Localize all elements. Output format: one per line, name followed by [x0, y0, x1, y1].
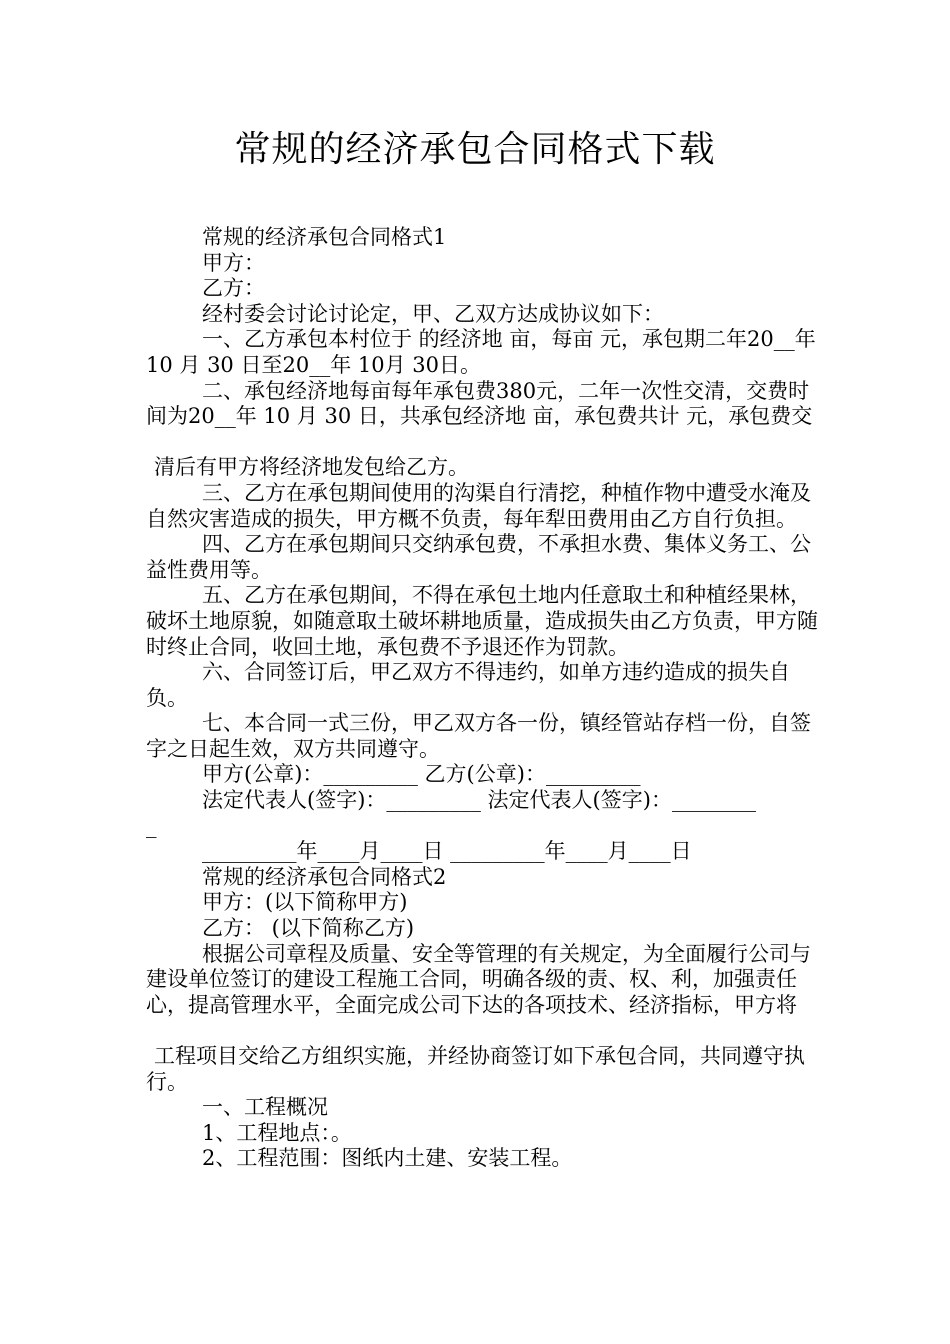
paragraph: 一、乙方承包本村位于 的经济地 亩，每亩 元，承包期二年20__年 10 月 30 日至20__年 10月 30日。	[146, 327, 816, 377]
paragraph-spacer	[146, 430, 826, 456]
paragraph: 甲方：(以下简称甲方)	[202, 890, 408, 915]
paragraph: 常规的经济承包合同格式1	[202, 225, 447, 249]
paragraph: 三、乙方在承包期间使用的沟渠自行清挖，种植作物中遭受水淹及自然灾害造成的损失，甲方概不负责，每年犁田费用由乙方自行负担。	[146, 480, 811, 531]
paragraph: _________年____月____日 _________年____月____日	[202, 839, 692, 864]
paragraph-spacer	[146, 1018, 826, 1044]
paragraph: 六、合同签订后，甲乙双方不得违约，如单方违约造成的损失自负。	[146, 660, 790, 710]
paragraph: 根据公司章程及质量、安全等管理的有关规定，为全面履行公司与建设单位签订的建设工程施工合同，明确各级的责、权、利，加强责任心，提高管理水平，全面完成公司下达的各项技术、经济指标，甲方将	[146, 941, 811, 1017]
paragraph: 法定代表人(签字)：_________ 法定代表人(签字)：________	[202, 788, 756, 813]
paragraph: 经村委会讨论讨论定，甲、乙双方达成协议如下：	[202, 301, 664, 326]
paragraph: 1、工程地点：。	[202, 1120, 352, 1145]
paragraph: 二、承包经济地每亩每年承包费380元，二年一次性交清，交费时间为20__年 10 月 30 日，共承包经济地 亩，承包费共计 元，承包费交	[146, 378, 813, 429]
document-title: 常规的经济承包合同格式下载	[234, 129, 716, 170]
paragraph: 乙方： (以下简称乙方)	[202, 916, 415, 941]
paragraph: 甲方：	[202, 250, 265, 275]
document-body	[146, 225, 826, 1172]
paragraph: 清后有甲方将经济地发包给乙方。	[154, 455, 469, 480]
paragraph: 五、乙方在承包期间，不得在承包土地内任意取土和种植经果林，破坏土地原貌，如随意取土破坏耕地质量，造成损失由乙方负责，甲方随时终止合同，收回土地，承包费不予退还作为罚款。	[146, 583, 818, 659]
paragraph: 工程项目交给乙方组织实施，并经协商签订如下承包合同，共同遵守执行。	[146, 1044, 805, 1094]
paragraph: 甲方(公章)：_________ 乙方(公章)：_________	[202, 762, 641, 787]
paragraph: 四、乙方在承包期间只交纳承包费，不承担水费、集体义务工、公益性费用等。	[146, 532, 811, 582]
paragraph: 常规的经济承包合同格式2	[202, 864, 447, 889]
paragraph: 2、工程范围：图纸内土建、安装工程。	[202, 1146, 573, 1171]
paragraph: 七、本合同一式三份，甲乙双方各一份，镇经管站存档一份，自签字之日起生效，双方共同遵守。	[146, 711, 811, 761]
paragraph: 乙方：	[202, 276, 265, 301]
paragraph: _	[146, 813, 157, 838]
paragraph: 一、工程概况	[202, 1095, 328, 1120]
